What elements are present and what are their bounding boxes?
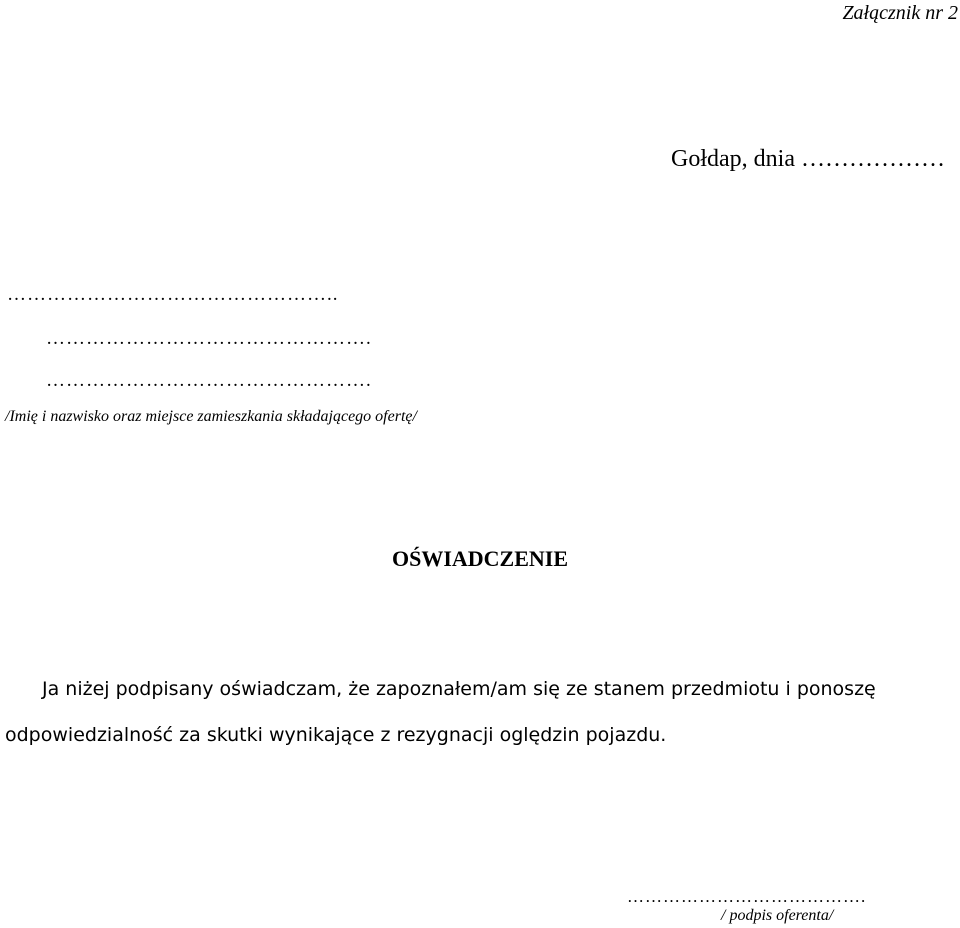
annex-label: Załącznik nr 2 bbox=[842, 2, 958, 24]
statement-line-2: odpowiedzialność za skutki wynikające z rezygnacji oględzin pojazdu. bbox=[5, 724, 667, 746]
applicant-line-2: …………………………………………. bbox=[46, 328, 372, 349]
applicant-line-3: …………………………………………. bbox=[46, 370, 372, 391]
applicant-line-1: ………………………………………….. bbox=[7, 284, 339, 305]
signature-caption: / podpis oferenta/ bbox=[721, 907, 834, 924]
applicant-caption: /Imię i nazwisko oraz miejsce zamieszkania składającego ofertę/ bbox=[5, 408, 417, 425]
signature-line: …………………………………. bbox=[627, 887, 867, 906]
document-heading: OŚWIADCZENIE bbox=[391, 546, 569, 571]
place-date: Gołdap, dnia ……………… bbox=[671, 146, 945, 172]
statement-line-1: Ja niżej podpisany oświadczam, że zapoznałem/am się ze stanem przedmiotu i ponoszę bbox=[42, 678, 876, 700]
